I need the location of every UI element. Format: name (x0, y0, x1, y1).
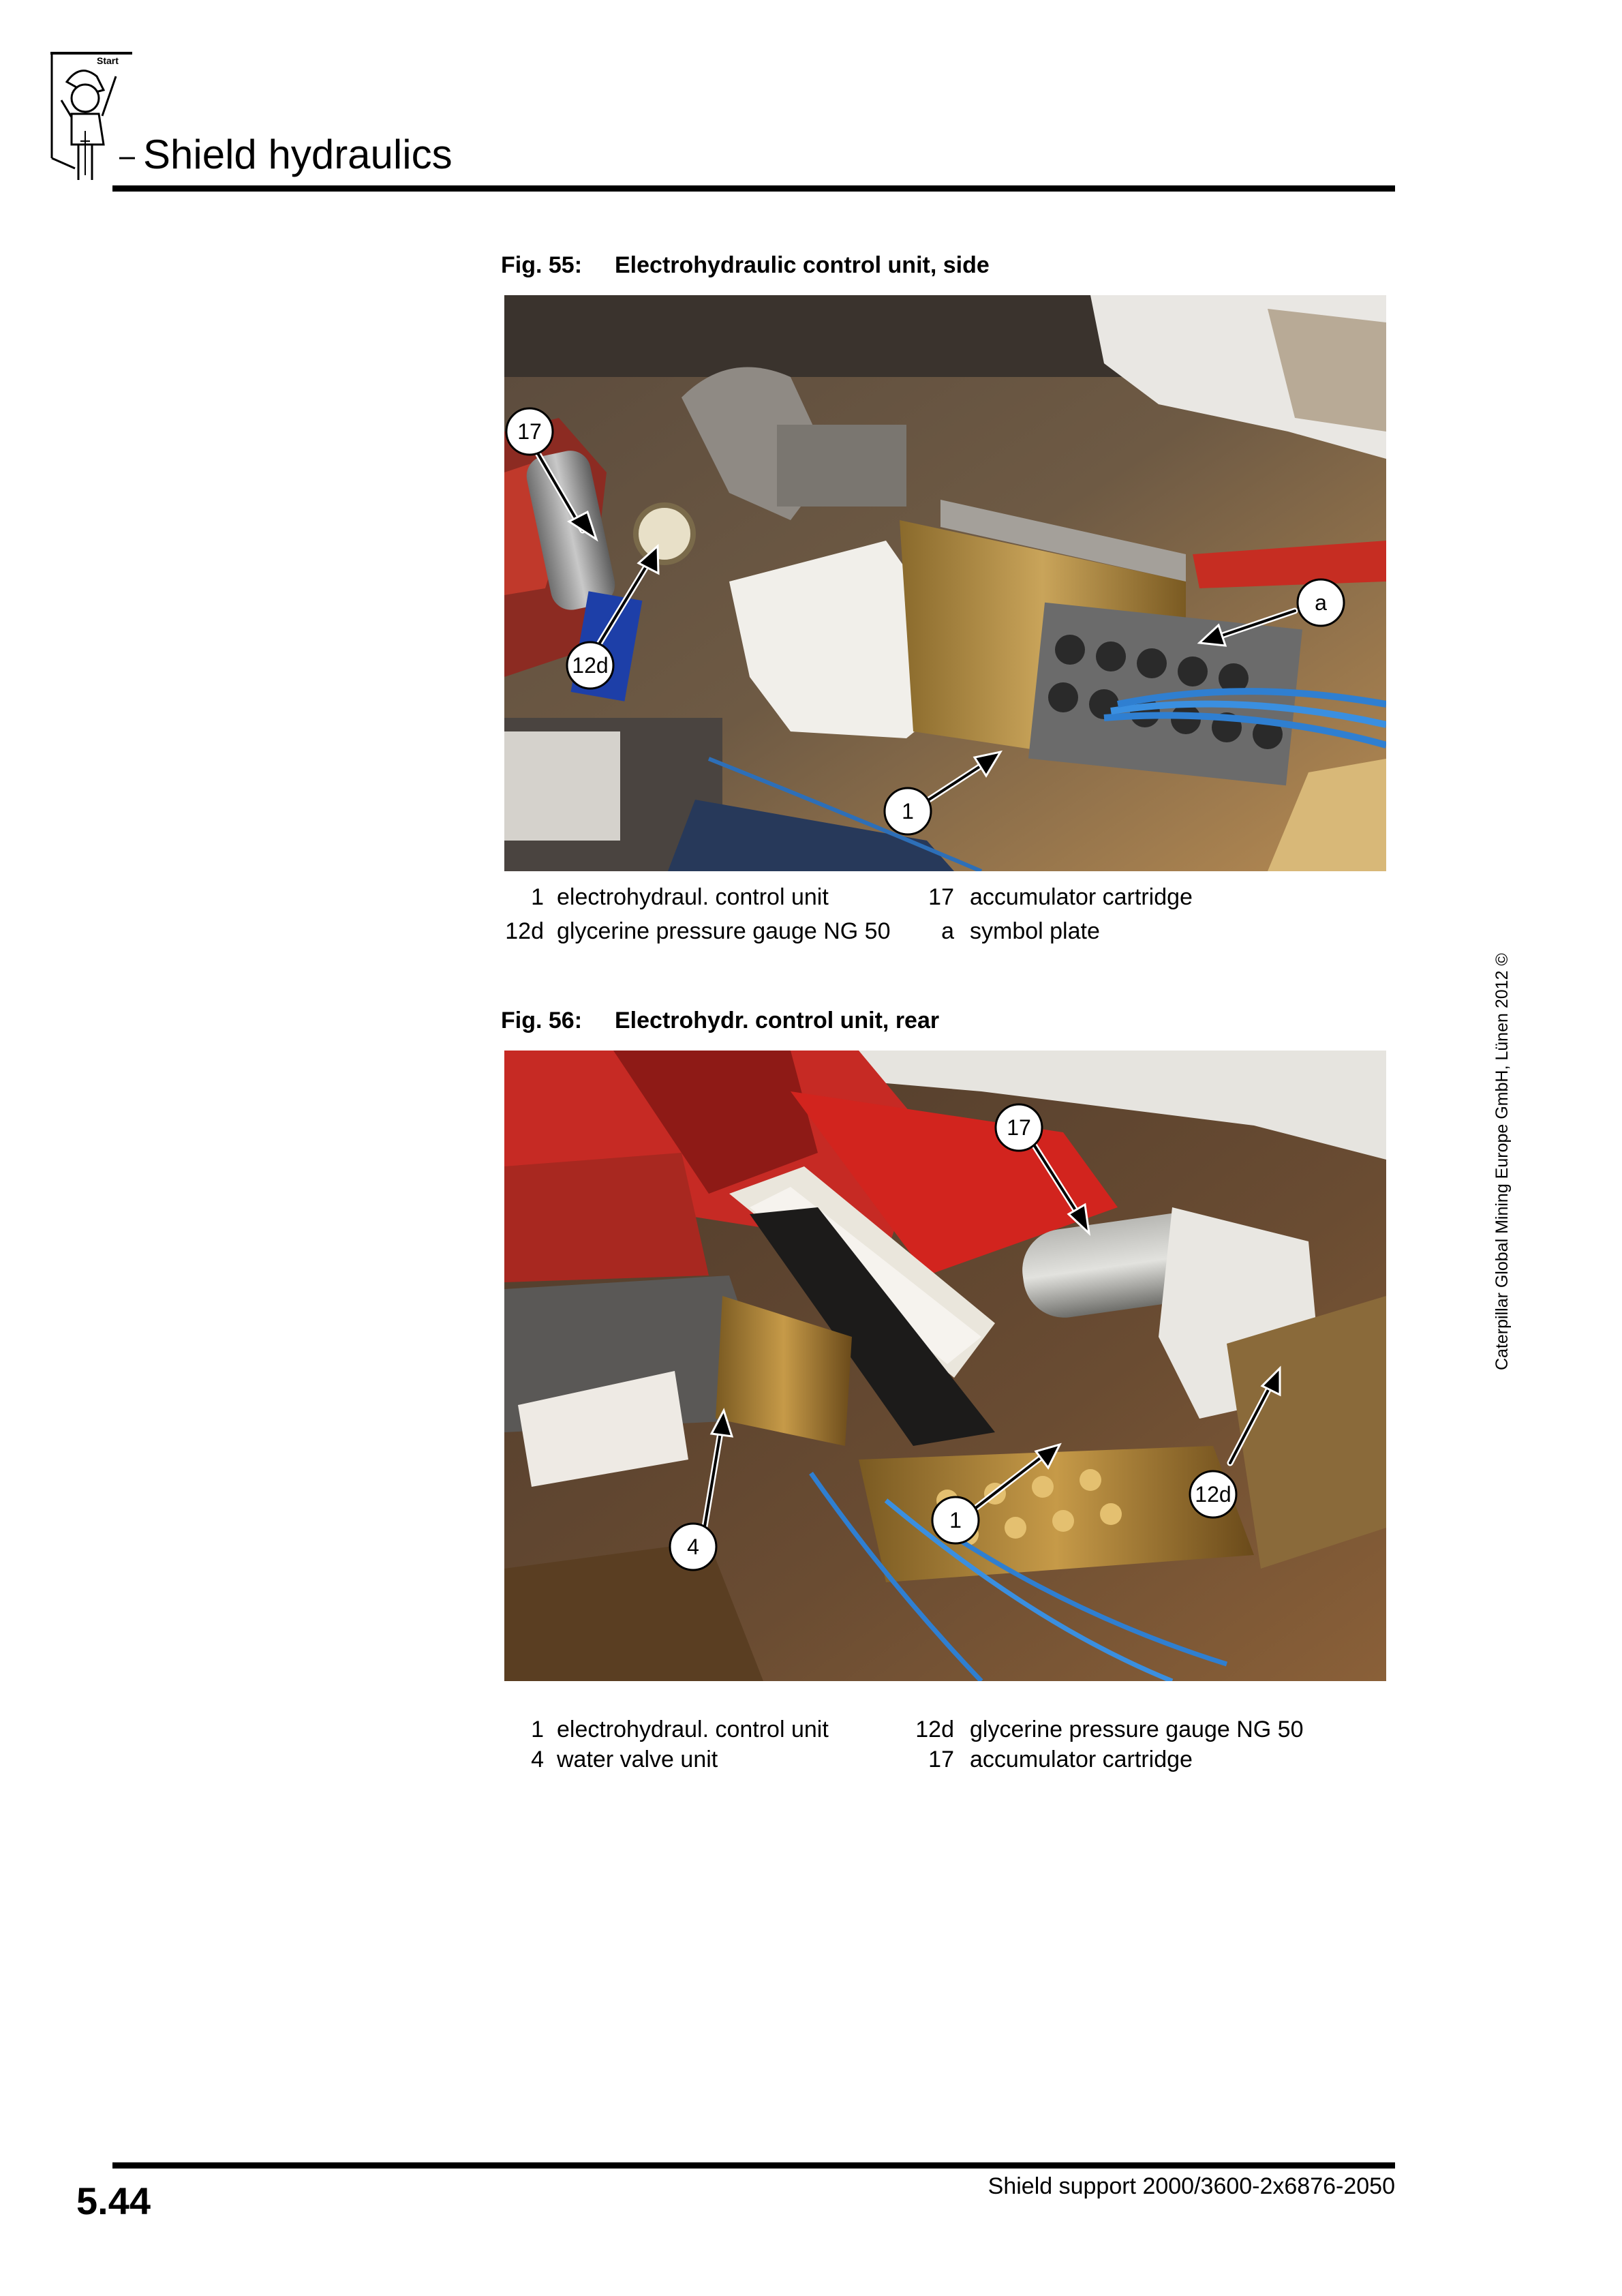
header-rule (112, 185, 1395, 192)
start-logo-icon (48, 49, 136, 185)
fig55-caption (501, 252, 990, 279)
fig55-photo (504, 295, 1386, 871)
fig56-photo (504, 1051, 1386, 1681)
copyright-notice: Caterpillar Global Mining Europe GmbH, Lünen 2012 © (1493, 953, 1512, 1370)
document-id: Shield support 2000/3600-2x6876-2050 (988, 2173, 1395, 2199)
logo-start-label: Start (97, 55, 119, 66)
fig55-callout-1: 1 (902, 799, 914, 824)
fig55-callout-17: 17 (517, 419, 542, 444)
fig56-title: Electrohydr. control unit, rear (615, 1008, 940, 1033)
fig56-caption (501, 1008, 939, 1034)
fig55-number: Fig. 55: (501, 252, 583, 278)
fig56-callout-1: 1 (949, 1508, 962, 1532)
fig56-legend: 1 electrohydraul. control unit 12d glycerine pressure gauge NG 50 4 water valve unit 17 accumulator cartridge (531, 1717, 1304, 1772)
fig55-callout-12d: 12d (572, 653, 609, 678)
fig56-callout-17: 17 (1007, 1115, 1031, 1140)
page-number: 5.44 (76, 2179, 151, 2222)
fig55-callout-a: a (1315, 590, 1327, 615)
fig56-number: Fig. 56: (501, 1008, 583, 1033)
fig56-callout-12d: 12d (1195, 1482, 1231, 1507)
fig56-callout-4: 4 (687, 1535, 699, 1559)
footer-rule (112, 2162, 1395, 2169)
fig55-title: Electrohydraulic control unit, side (615, 252, 990, 278)
fig55-legend: 1 electrohydraul. control unit 17 accumulator cartridge 12d glycerine pressure gauge NG 50 a symbol plate (505, 884, 1193, 944)
section-title: Shield hydraulics (143, 132, 453, 177)
